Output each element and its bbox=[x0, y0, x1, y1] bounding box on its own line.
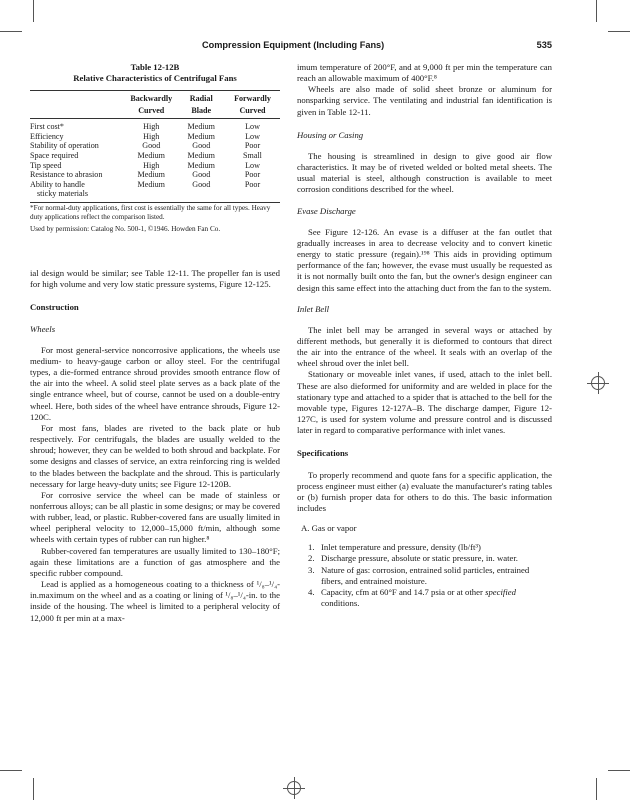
table-cell: Medium bbox=[187, 122, 215, 132]
paragraph: For corrosive service the wheel can be made of stainless or nonferrous alloys; can be all plastic in some designs; or may be covered with rubber, lead, or plastic. Rubber-covered fans are usually limited in wheel peripheral velocity to 12,000–15,000 ft/min, although some wheels with certain types of rubber can run higher.⁸ bbox=[30, 489, 280, 545]
table-row bbox=[30, 132, 280, 142]
paragraph: Lead is applied as a homogeneous coating to a thickness of ¹/₈–¹/₄-in.maximum on the wheel and as a coating or lining of ¹/₈–¹/₄-in. to the inside of the housing. The wheel is limited to a peripheral velocity of 12,000 ft per min at a max- bbox=[30, 579, 280, 623]
table-cell: Small bbox=[243, 150, 262, 160]
col-header: Curved bbox=[225, 106, 280, 119]
subheading-evase: Evase Discharge bbox=[297, 205, 356, 216]
list-text-italic: specified bbox=[485, 586, 516, 597]
list-number: 2. bbox=[308, 553, 315, 564]
table-cell: Medium bbox=[137, 150, 165, 160]
table-cell: Poor bbox=[244, 179, 261, 189]
row-label: Stability of operation bbox=[30, 141, 99, 151]
table-row bbox=[30, 180, 280, 190]
table-cell: Poor bbox=[244, 141, 261, 151]
table-cell: High bbox=[143, 160, 160, 170]
crop-mark-br-v bbox=[596, 778, 597, 800]
table-cell: Good bbox=[192, 141, 211, 151]
table-cell: High bbox=[143, 131, 160, 141]
table-row bbox=[30, 170, 280, 180]
table-cell: Good bbox=[192, 179, 211, 189]
col-header: Forwardly bbox=[234, 94, 271, 103]
table-cell: Good bbox=[192, 170, 211, 180]
row-label: Resistance to abrasion bbox=[30, 170, 103, 180]
subheading-inlet-bell: Inlet Bell bbox=[297, 303, 330, 314]
crop-mark-bl-v bbox=[33, 778, 34, 800]
list-number: 4. bbox=[308, 586, 315, 597]
table-row bbox=[30, 119, 280, 132]
list-item bbox=[297, 587, 552, 609]
table-row bbox=[30, 151, 280, 161]
table-cell: Low bbox=[245, 160, 260, 170]
left-column bbox=[30, 62, 280, 624]
registration-mark-right bbox=[587, 372, 609, 394]
running-head-title: Compression Equipment (Including Fans) bbox=[202, 40, 385, 50]
section-heading-specifications: Specifications bbox=[297, 448, 349, 459]
table-cell bbox=[225, 189, 280, 202]
table-footnote: *For normal-duty applications, first cost is essentially the same for all types. Heavy duty applications reflect the comparison listed. bbox=[30, 203, 271, 222]
paragraph: For most fans, blades are riveted to the back plate or hub respectively. For centrifugals, the blades are usually welded to the shroud; however, they can be welded to both shroud and backplate. For some designs and classes of service, an extra reinforcing ring is welded to the blades between the backplate and the shroud. This is particularly necessary for large heavy-duty units; see Figure 12-120B. bbox=[30, 422, 280, 489]
crop-mark-tr-h bbox=[608, 31, 630, 32]
list-number: 3. bbox=[308, 564, 315, 575]
row-label: Tip speed bbox=[30, 160, 62, 170]
crop-mark-tl-h bbox=[0, 31, 22, 32]
paragraph: Rubber-covered fan temperatures are usually limited to 130–180°F; again these limitations are a function of gas atmosphere and the specific rubber compound. bbox=[30, 545, 280, 578]
list-item bbox=[297, 542, 552, 553]
table-row bbox=[30, 161, 280, 171]
paragraph: See Figure 12-126. An evase is a diffuser at the fan outlet that gradually increases in area to decrease velocity and to convert kinetic energy to static pressure (regain).¹⁹⁸ This aids in providing optimum performance of the fan; however, the evase must usually be requested as it is not normally built onto the fan, but the owner's design engineer can design this same effect into the attaching duct from the fan to the system. bbox=[297, 226, 552, 293]
list-number: 1. bbox=[308, 542, 315, 553]
col-header: Blade bbox=[178, 106, 226, 119]
list-heading: A. Gas or vapor bbox=[301, 523, 357, 534]
fan-characteristics-table bbox=[30, 91, 280, 203]
paragraph: imum temperature of 200°F, and at 9,000 ft per min the temperature can reach an allowable maximum of 400°F.⁸ bbox=[297, 62, 552, 84]
list-text: Capacity, cfm at 60°F and 14.7 psia or at other bbox=[321, 586, 483, 597]
crop-mark-bl-h bbox=[0, 770, 22, 771]
table-cell: Low bbox=[245, 131, 260, 141]
subheading-housing: Housing or Casing bbox=[297, 129, 364, 140]
row-label: Ability to handle bbox=[30, 179, 85, 189]
paragraph: Wheels are also made of solid sheet bronze or aluminum for nonsparking service. The ventilating and industrial fan identification is given in Table 12-11. bbox=[297, 84, 552, 117]
page-number: 535 bbox=[536, 40, 552, 50]
col-header: Radial bbox=[189, 94, 213, 103]
table-row bbox=[30, 189, 280, 202]
crop-mark-br-h bbox=[608, 770, 630, 771]
paragraph: The inlet bell may be arranged in several ways or attached by different methods, but generally it is dieformed to contours that direct the air into the entrance of the wheel. It seals with an overlap of the wheel shroud over the inlet bell. bbox=[297, 324, 552, 369]
list-item bbox=[297, 553, 552, 564]
table-cell: Low bbox=[245, 122, 260, 132]
paragraph: To properly recommend and quote fans for a specific application, the process engineer must either (a) evaluate the manufacturer's rating tables or (b) furnish proper data for others to do this. The basic information includes bbox=[297, 469, 552, 513]
row-label: Space required bbox=[30, 150, 79, 160]
crop-mark-tl-v bbox=[33, 0, 34, 22]
table-row bbox=[30, 141, 280, 151]
paragraph: For most general-service noncorrosive applications, the wheels use medium- to heavy-gauge carbon or alloy steel. For the centrifugal types, a die-formed entrance shroud provides smooth entrance flow of the air into the wheel. A solid steel plate serves as a back plate of the single entrance wheel, but of course, cannot be used on a double-entry wheel. Here, both sides of the wheel have entrance shrouds, Figure 12-120C. bbox=[30, 344, 280, 422]
table-cell: High bbox=[143, 122, 160, 132]
list-text: Discharge pressure, absolute or static pressure, in. water. bbox=[321, 553, 518, 564]
right-column bbox=[297, 62, 552, 609]
row-label: Efficiency bbox=[30, 131, 64, 141]
table-cell: Medium bbox=[137, 179, 165, 189]
row-label: First cost* bbox=[30, 122, 64, 132]
col-header: Backwardly bbox=[130, 94, 173, 103]
table-cell: Medium bbox=[187, 160, 215, 170]
crop-mark-tr-v bbox=[596, 0, 597, 22]
paragraph: The housing is streamlined in design to give good air flow characteristics. It may be of riveted welded or bolted metal sheets. The usual material is steel, although construction is available to meet corrosion conditions described for the wheel. bbox=[297, 150, 552, 195]
table-cell: Medium bbox=[187, 131, 215, 141]
paragraph: ial design would be similar; see Table 12-11. The propeller fan is used for high volume and very low static pressure systems, Figure 12-125. bbox=[30, 268, 280, 290]
subheading-wheels: Wheels bbox=[30, 323, 56, 334]
table-title: Relative Characteristics of Centrifugal Fans bbox=[73, 73, 237, 83]
table-cell: Poor bbox=[244, 170, 261, 180]
registration-mark-bottom bbox=[283, 777, 305, 799]
list-text: Nature of gas: corrosion, entrained solid particles, entrained fibers, and entrained moisture. bbox=[321, 564, 530, 586]
table-cell: Medium bbox=[137, 170, 165, 180]
spec-list bbox=[297, 542, 552, 609]
table-number: Table 12-12B bbox=[130, 62, 180, 72]
list-text-end: conditions. bbox=[321, 598, 360, 609]
section-heading-construction: Construction bbox=[30, 302, 79, 313]
paragraph: Stationary or moveable inlet vanes, if used, attach to the inlet bell. These are also dieformed for uniformity and are welded in place for the stationary type and attached to a spider that is attached to the bell for the movable type, Figures 12-127A–B. The discharge damper, Figure 12-127C, is used for system volume and pressure control and is discussed later in regard to comparative performance with inlet vanes. bbox=[297, 369, 552, 436]
col-header: Curved bbox=[125, 106, 178, 119]
table-cell bbox=[125, 189, 178, 202]
table-cell: Medium bbox=[187, 150, 215, 160]
row-label: sticky materials bbox=[30, 189, 125, 202]
list-item bbox=[297, 565, 552, 587]
table-cell bbox=[178, 189, 226, 202]
table-source: Used by permission: Catalog No. 500-1, ©1946. Howden Fan Co. bbox=[30, 224, 221, 233]
table-cell: Good bbox=[142, 141, 161, 151]
list-text: Inlet temperature and pressure, density (lb/ft³) bbox=[321, 542, 481, 553]
